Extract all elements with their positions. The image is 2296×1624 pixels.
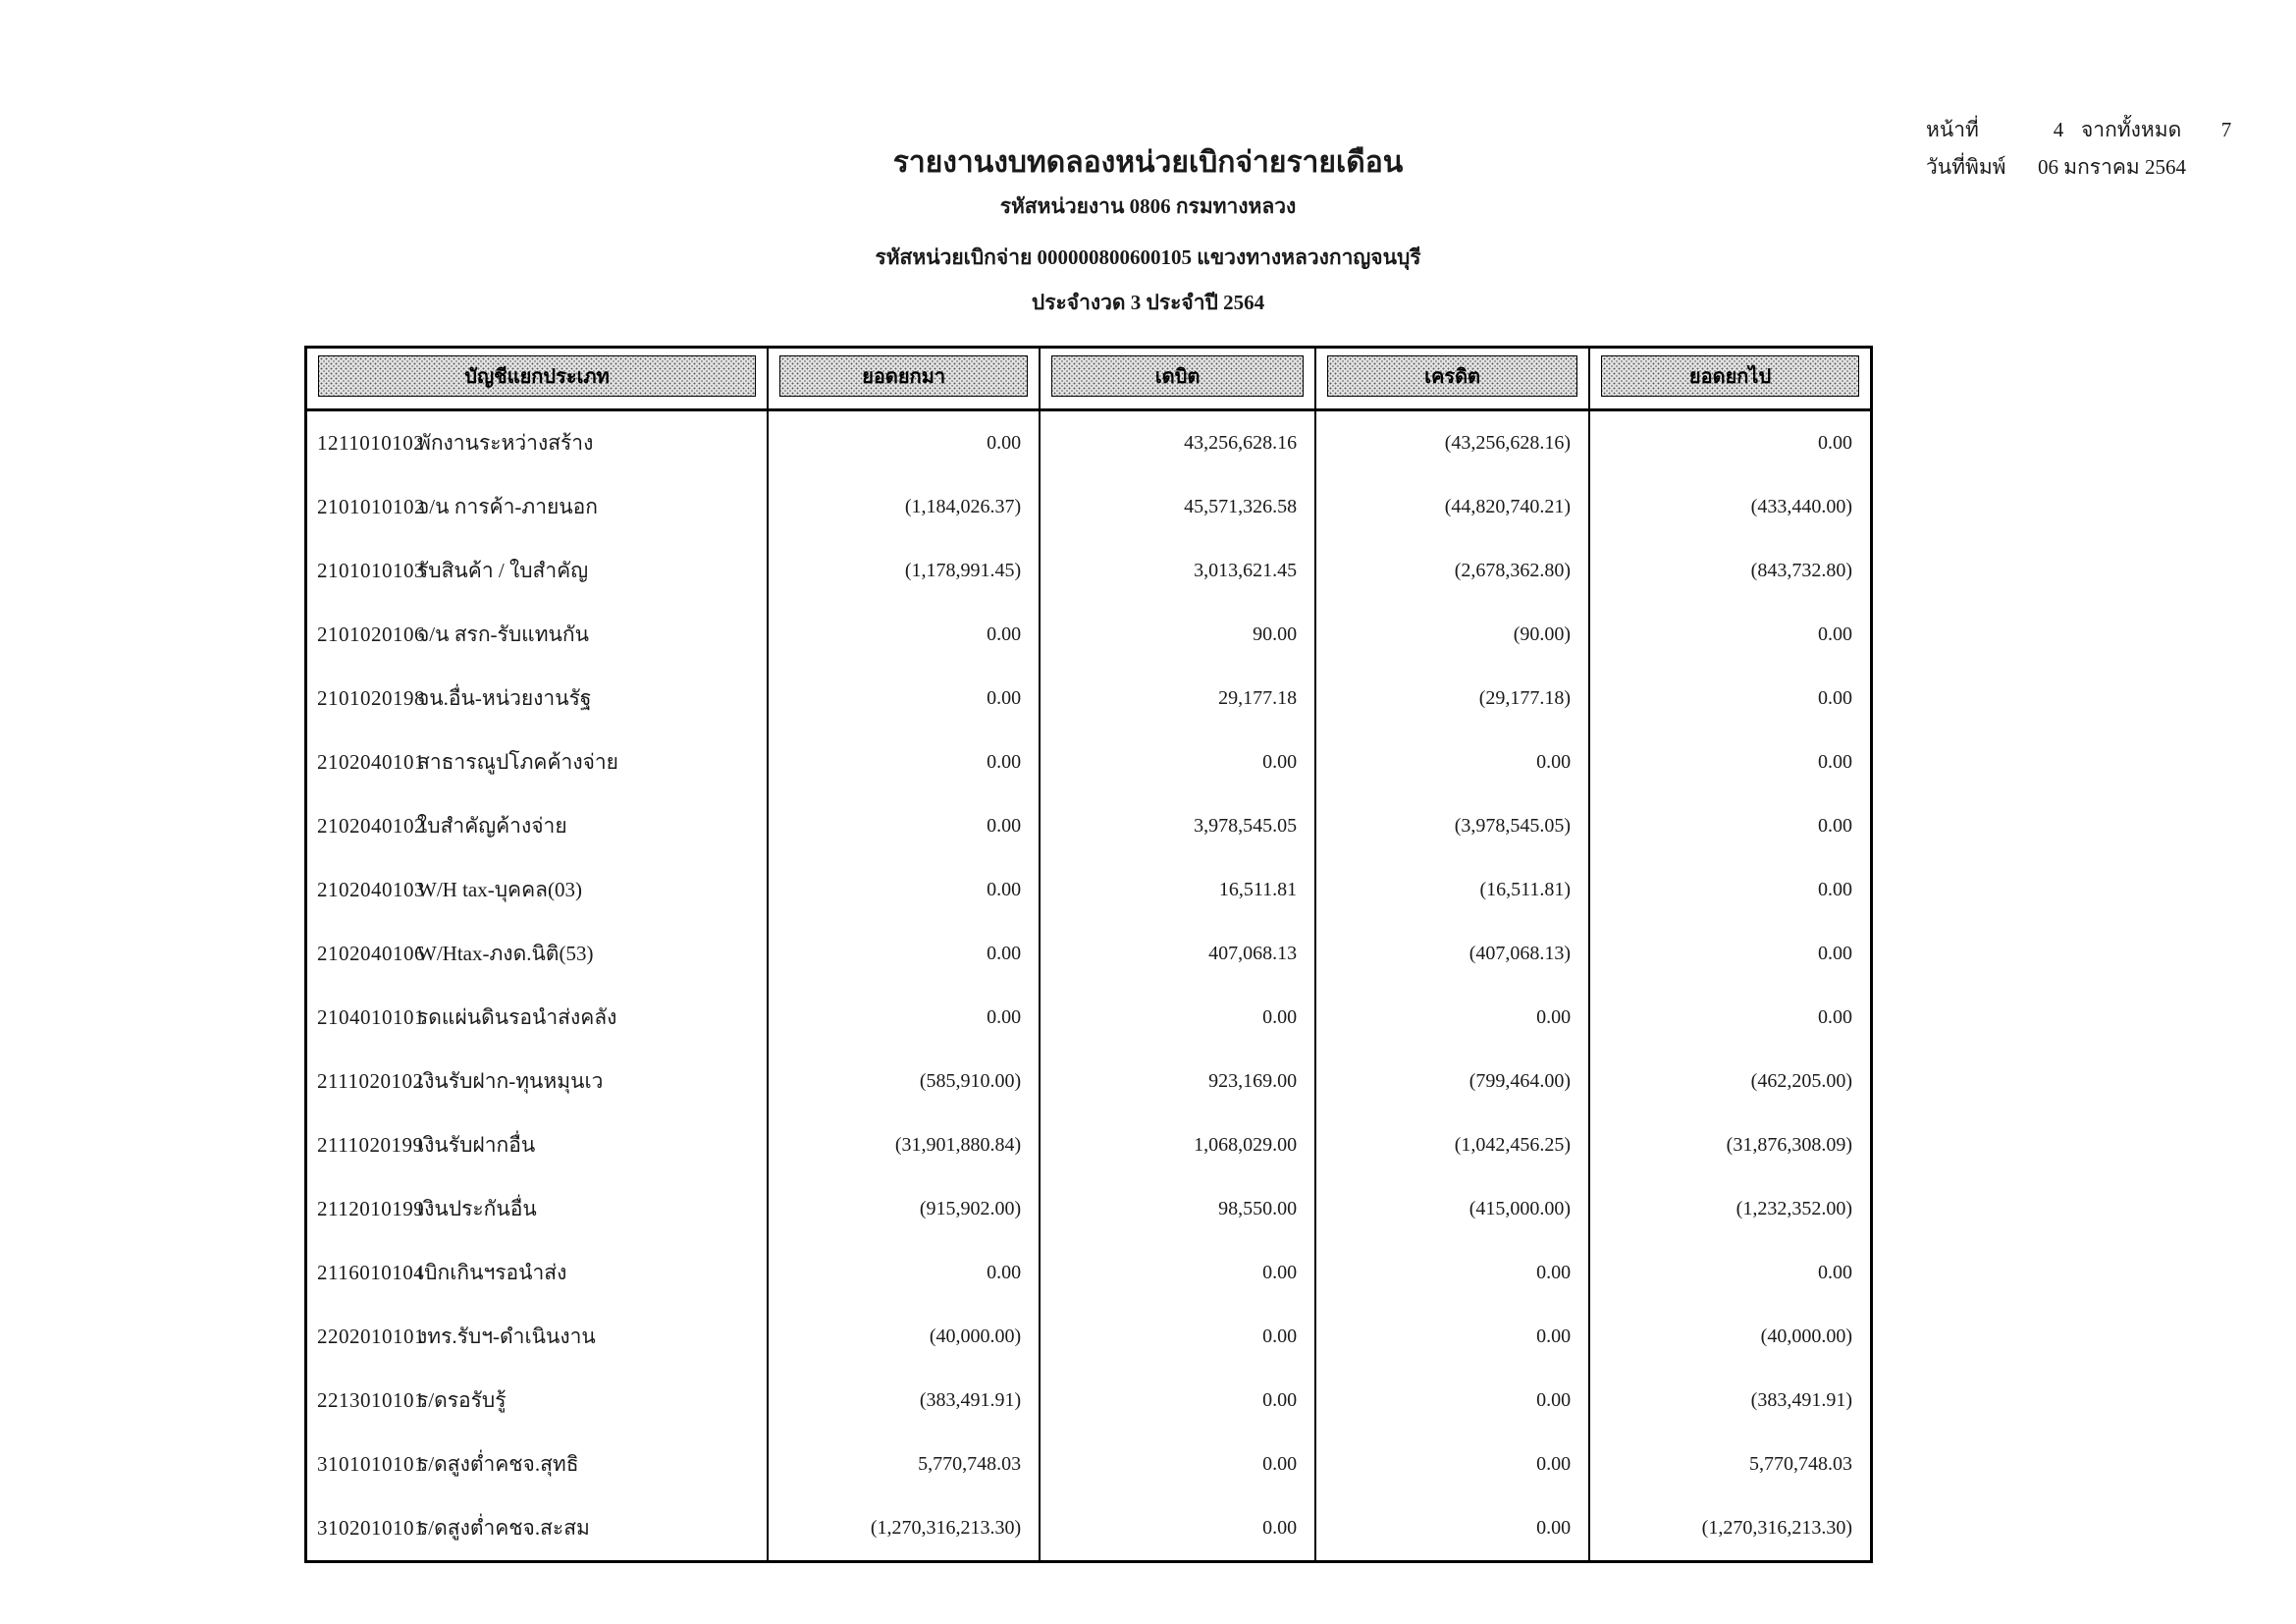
account-cell [307, 794, 769, 858]
header-cell-account [307, 349, 769, 408]
header-cell-credit [1316, 349, 1590, 408]
account-code: 2101020198 [317, 686, 425, 710]
account-cell [307, 922, 769, 986]
account-code: 2102040102 [317, 814, 425, 838]
account-name: เงินประกันอื่น [417, 1197, 537, 1220]
account-cell [307, 475, 769, 539]
credit-value: 0.00 [1316, 1241, 1590, 1305]
account-cell [307, 1113, 769, 1177]
debit-value: 923,169.00 [1041, 1050, 1316, 1113]
credit-value: (799,464.00) [1316, 1050, 1590, 1113]
account-name: ใบสำคัญค้างจ่าย [417, 814, 567, 838]
credit-value: (16,511.81) [1316, 858, 1590, 922]
carried-forward-value: 0.00 [1818, 879, 1852, 900]
account-cell [307, 667, 769, 731]
column-header-credit: เครดิต [1327, 355, 1577, 397]
carried-forward-value: (1,270,316,213.30) [1701, 1517, 1852, 1539]
debit-value: 0.00 [1041, 1433, 1316, 1496]
page-label: หน้าที่ [1926, 118, 1979, 141]
header-cell-brought-forward [769, 349, 1041, 408]
credit-value: (29,177.18) [1316, 667, 1590, 731]
credit-value: (43,256,628.16) [1316, 411, 1590, 475]
carried-forward-value: (1,232,352.00) [1735, 1198, 1852, 1219]
credit-value: (44,820,740.21) [1316, 475, 1590, 539]
account-name: ร/ดสูงต่ำคชจ.สะสม [417, 1516, 590, 1540]
account-name: งทร.รับฯ-ดำเนินงาน [417, 1325, 596, 1348]
brought-forward-value: 0.00 [769, 411, 1041, 475]
account-code: 2101020106 [317, 623, 425, 646]
table-row [307, 1433, 1870, 1496]
brought-forward-value: 0.00 [769, 794, 1041, 858]
table-header-row [307, 349, 1870, 411]
debit-value: 3,013,621.45 [1041, 539, 1316, 603]
carried-forward-value: 0.00 [1818, 815, 1852, 837]
header-cell-debit [1041, 349, 1316, 408]
account-name: รับสินค้า / ใบสำคัญ [417, 559, 589, 582]
debit-value: 0.00 [1041, 1305, 1316, 1369]
table-row [307, 603, 1870, 667]
account-cell [307, 411, 769, 475]
account-code: 3101010101 [317, 1452, 425, 1476]
brought-forward-value: 0.00 [769, 922, 1041, 986]
account-code: 2102040106 [317, 942, 425, 965]
account-cell [307, 603, 769, 667]
brought-forward-value: 0.00 [769, 1241, 1041, 1305]
credit-value: (90.00) [1316, 603, 1590, 667]
account-name: เบิกเกินฯรอนำส่ง [417, 1261, 567, 1284]
table-row [307, 794, 1870, 858]
table-row [307, 731, 1870, 794]
account-name: W/Htax-ภงด.นิติ(53) [417, 942, 594, 965]
debit-value: 0.00 [1041, 1369, 1316, 1433]
print-date-label: วันที่พิมพ์ [1926, 155, 2006, 179]
carried-forward-value: (31,876,308.09) [1726, 1134, 1852, 1156]
brought-forward-value: 5,770,748.03 [769, 1433, 1041, 1496]
account-name: ร/ดรอรับรู้ [417, 1388, 507, 1412]
credit-value: (407,068.13) [1316, 922, 1590, 986]
page-number: 4 [2053, 118, 2064, 141]
account-code: 2111020199 [317, 1133, 424, 1157]
account-name: W/H tax-บุคคล(03) [417, 878, 582, 901]
table-row [307, 1113, 1870, 1177]
brought-forward-value: 0.00 [769, 986, 1041, 1050]
credit-value: 0.00 [1316, 1496, 1590, 1560]
credit-value: 0.00 [1316, 1369, 1590, 1433]
credit-value: (1,042,456.25) [1316, 1113, 1590, 1177]
period-line: ประจำงวด 3 ประจำปี 2564 [1031, 291, 1265, 314]
account-cell [307, 858, 769, 922]
brought-forward-value: 0.00 [769, 858, 1041, 922]
account-code: 2102040101 [317, 750, 425, 774]
account-cell [307, 1177, 769, 1241]
brought-forward-value: (383,491.91) [769, 1369, 1041, 1433]
of-total-label: จากทั้งหมด [2081, 118, 2182, 141]
account-name: เงินรับฝาก-ทุนหมุนเว [417, 1069, 604, 1093]
carried-forward-value: 0.00 [1818, 1006, 1852, 1028]
brought-forward-value: 0.00 [769, 667, 1041, 731]
account-code: 2111020102 [317, 1069, 424, 1093]
disbursement-unit-line: รหัสหน่วยเบิกจ่าย 000000800600105 แขวงทางหลวงกาญจนบุรี [875, 245, 1421, 269]
debit-value: 43,256,628.16 [1041, 411, 1316, 475]
carried-forward-value: (433,440.00) [1750, 496, 1852, 517]
brought-forward-value: (1,184,026.37) [769, 475, 1041, 539]
report-title: รายงานงบทดลองหน่วยเบิกจ่ายรายเดือน [892, 146, 1404, 179]
account-code: 2116010104 [317, 1261, 425, 1284]
table-row [307, 539, 1870, 603]
account-name: ร/ดสูงต่ำคชจ.สุทธิ [417, 1452, 579, 1476]
credit-value: 0.00 [1316, 986, 1590, 1050]
account-name: พักงานระหว่างสร้าง [417, 431, 594, 455]
carried-forward-value: 5,770,748.03 [1749, 1453, 1852, 1475]
brought-forward-value: (585,910.00) [769, 1050, 1041, 1113]
brought-forward-value: (1,270,316,213.30) [769, 1496, 1041, 1560]
table-row [307, 858, 1870, 922]
credit-value: 0.00 [1316, 1305, 1590, 1369]
debit-value: 98,550.00 [1041, 1177, 1316, 1241]
debit-value: 407,068.13 [1041, 922, 1316, 986]
carried-forward-value: (40,000.00) [1760, 1326, 1852, 1347]
account-cell [307, 1433, 769, 1496]
table-row [307, 667, 1870, 731]
account-name: สาธารณูปโภคค้างจ่าย [417, 750, 618, 774]
carried-forward-value: (843,732.80) [1750, 560, 1852, 581]
account-code: 2112010199 [317, 1197, 425, 1220]
table-row [307, 1177, 1870, 1241]
debit-value: 0.00 [1041, 1241, 1316, 1305]
credit-value: (415,000.00) [1316, 1177, 1590, 1241]
account-code: 1211010102 [317, 431, 425, 455]
page-number-line [1926, 120, 2266, 140]
table-row [307, 1241, 1870, 1305]
debit-value: 16,511.81 [1041, 858, 1316, 922]
trial-balance-table [304, 346, 1873, 1563]
debit-value: 0.00 [1041, 1496, 1316, 1560]
account-code: 2101010102 [317, 495, 425, 518]
account-cell [307, 1241, 769, 1305]
account-code: 2102040103 [317, 878, 425, 901]
brought-forward-value: (1,178,991.45) [769, 539, 1041, 603]
account-code: 3102010101 [317, 1516, 425, 1540]
table-row [307, 1496, 1870, 1560]
column-header-account: บัญชีแยกประเภท [318, 355, 756, 397]
debit-value: 45,571,326.58 [1041, 475, 1316, 539]
carried-forward-value: (462,205.00) [1750, 1070, 1852, 1092]
account-code: 2202010101 [317, 1325, 425, 1348]
account-cell [307, 731, 769, 794]
debit-value: 90.00 [1041, 603, 1316, 667]
total-pages: 7 [2220, 118, 2232, 141]
account-cell [307, 1305, 769, 1369]
table-row [307, 475, 1870, 539]
table-body [307, 411, 1870, 1560]
table-row [307, 1050, 1870, 1113]
account-name: จ/น การค้า-ภายนอก [417, 495, 598, 518]
credit-value: (2,678,362.80) [1316, 539, 1590, 603]
account-code: 2104010101 [317, 1005, 425, 1029]
print-date-value: 06 มกราคม 2564 [2038, 155, 2187, 179]
debit-value: 0.00 [1041, 986, 1316, 1050]
table-row [307, 411, 1870, 475]
carried-forward-value: 0.00 [1818, 623, 1852, 645]
account-name: รดแผ่นดินรอนำส่งคลัง [417, 1005, 617, 1029]
debit-value: 3,978,545.05 [1041, 794, 1316, 858]
carried-forward-value: 0.00 [1818, 687, 1852, 709]
carried-forward-value: (383,491.91) [1750, 1389, 1852, 1411]
brought-forward-value: (31,901,880.84) [769, 1113, 1041, 1177]
credit-value: (3,978,545.05) [1316, 794, 1590, 858]
table-row [307, 1369, 1870, 1433]
carried-forward-value: 0.00 [1818, 1262, 1852, 1283]
brought-forward-value: 0.00 [769, 603, 1041, 667]
account-name: จ/น สรก-รับแทนกัน [417, 623, 589, 646]
column-header-brought-forward: ยอดยกมา [779, 355, 1028, 397]
account-cell [307, 1050, 769, 1113]
debit-value: 0.00 [1041, 731, 1316, 794]
carried-forward-value: 0.00 [1818, 943, 1852, 964]
header-cell-carried-forward [1590, 349, 1870, 408]
column-header-debit: เดบิต [1051, 355, 1304, 397]
account-cell [307, 1369, 769, 1433]
brought-forward-value: 0.00 [769, 731, 1041, 794]
carried-forward-value: 0.00 [1818, 432, 1852, 454]
brought-forward-value: (40,000.00) [769, 1305, 1041, 1369]
table-row [307, 986, 1870, 1050]
account-cell [307, 986, 769, 1050]
account-code: 2213010101 [317, 1388, 425, 1412]
credit-value: 0.00 [1316, 1433, 1590, 1496]
account-name: เงินรับฝากอื่น [417, 1133, 536, 1157]
brought-forward-value: (915,902.00) [769, 1177, 1041, 1241]
debit-value: 29,177.18 [1041, 667, 1316, 731]
column-header-carried-forward: ยอดยกไป [1601, 355, 1859, 397]
account-name: จน.อื่น-หน่วยงานรัฐ [417, 686, 592, 710]
account-code: 2101010103 [317, 559, 425, 582]
credit-value: 0.00 [1316, 731, 1590, 794]
debit-value: 1,068,029.00 [1041, 1113, 1316, 1177]
table-row [307, 922, 1870, 986]
table-row [307, 1305, 1870, 1369]
carried-forward-value: 0.00 [1818, 751, 1852, 773]
account-cell [307, 1496, 769, 1560]
account-cell [307, 539, 769, 603]
agency-code-line: รหัสหน่วยงาน 0806 กรมทางหลวง [999, 194, 1297, 218]
